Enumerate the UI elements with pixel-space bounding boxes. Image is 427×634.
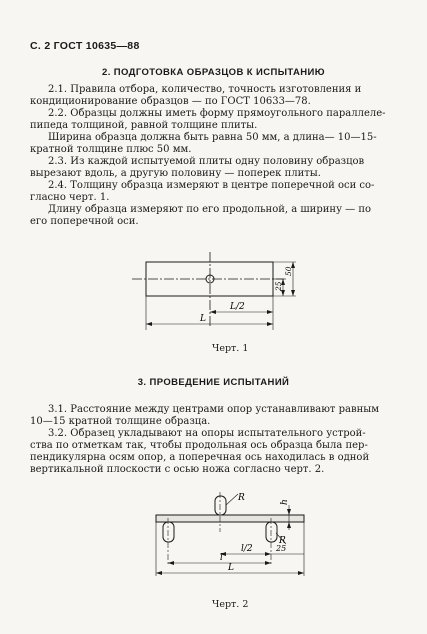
text-line: 2.3. Из каждой испытуемой плиты одну половину образцов: [48, 156, 365, 167]
text-line: его поперечной оси.: [30, 216, 139, 227]
section-3-heading: 3. ПРОВЕДЕНИЕ ИСПЫТАНИЙ: [137, 377, 290, 388]
label-50: 50: [284, 266, 293, 276]
label-25: 25: [274, 281, 283, 291]
label-span: l: [220, 553, 223, 563]
text-line: 2.1. Правила отбора, количество, точность изготовления и: [48, 84, 362, 95]
figure-1-caption: Черт. 1: [212, 343, 249, 354]
label-h: h: [280, 499, 290, 505]
label-full: L: [200, 314, 206, 324]
text-line: Длину образца измеряют по его продольной, а ширину — по: [48, 204, 371, 215]
specimen-bar: [156, 515, 304, 522]
text-line: Ширина образца должна быть равна 50 мм, а длина— 10—15-: [48, 132, 377, 143]
text-line: вертикальной плоскости с осью ножа согласно черт. 2.: [30, 464, 325, 475]
text-line: кратной толщине плюс 50 мм.: [30, 144, 192, 155]
text-line: 3.1. Расстояние между центрами опор устанавливают равным: [48, 404, 380, 415]
text-line: 10—15 кратной толщине образца.: [30, 416, 211, 427]
section-2-heading: 2. ПОДГОТОВКА ОБРАЗЦОВ К ИСПЫТАНИЮ: [102, 67, 325, 78]
text-line: 2.4. Толщину образца измеряют в центре поперечной оси со-: [48, 180, 375, 191]
page-header: С. 2 ГОСТ 10635—88: [30, 40, 140, 52]
figure-2-caption: Черт. 2: [212, 599, 249, 610]
label-length: L: [228, 563, 234, 573]
text-line: пипеда толщиной, равной толщине плиты.: [30, 120, 258, 131]
right-support: [266, 522, 277, 542]
loading-knife: [215, 496, 226, 515]
text-line: вырезают вдоль, а другую половину — поперек плиты.: [30, 168, 321, 179]
label-25: 25: [276, 544, 287, 553]
text-line: 2.2. Образцы должны иметь форму прямоугольного параллеле-: [48, 108, 386, 119]
text-line: кондиционирование образцов — по ГОСТ 10633—78.: [30, 96, 311, 107]
label-r-top: R: [238, 493, 245, 503]
text-line: ства по отметкам так, чтобы продольная ось образца была пер-: [30, 440, 368, 451]
leader-r-top: [226, 494, 238, 505]
label-half: L/2: [230, 302, 245, 312]
text-line: 3.2. Образец укладывают на опоры испытательного устрой-: [48, 428, 366, 439]
text-line: пендикулярна осям опор, а поперечная ось находилась в одной: [30, 452, 370, 463]
left-support: [163, 522, 174, 542]
text-line: гласно черт. 1.: [30, 192, 110, 203]
label-half-span: l/2: [241, 544, 253, 554]
label-r-bottom: R: [279, 536, 286, 546]
